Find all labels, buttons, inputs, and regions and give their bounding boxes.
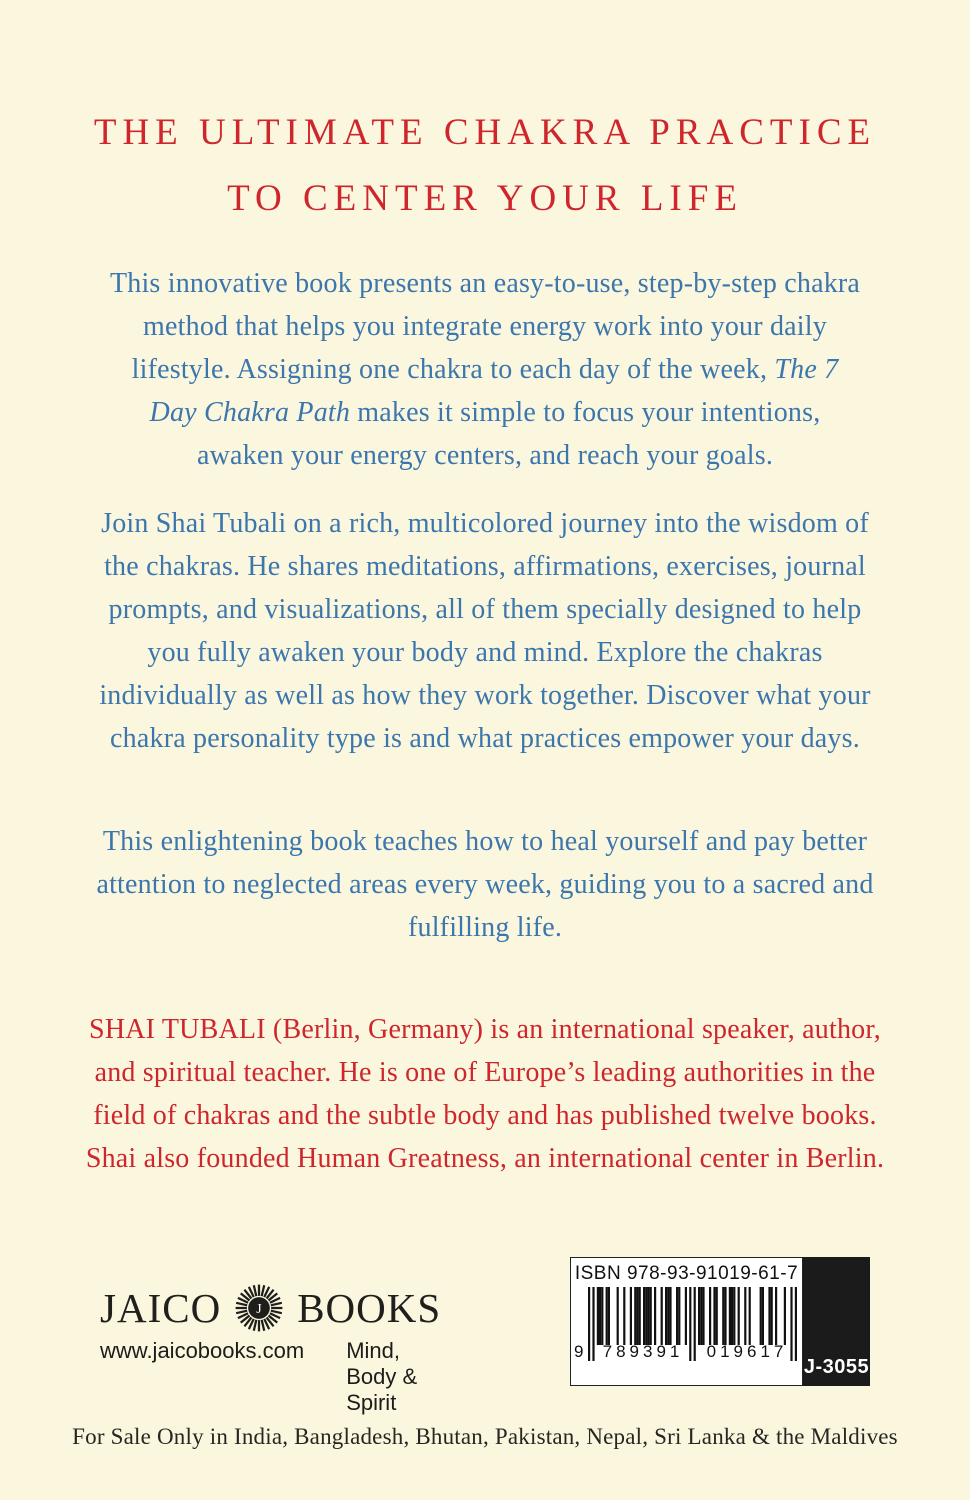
publisher-name-jaico: JAICO xyxy=(100,1285,222,1331)
synopsis-paragraph-1-lead: This innovative book presents an easy-to-use, step-by-step chakra method that helps you integrate energy work into your daily lifestyle. Assigning one chakra to each day of the week, xyxy=(109,268,861,385)
book-title: The 7 Day Chakra Path xyxy=(149,354,839,428)
catalog-code-box xyxy=(803,1257,870,1386)
sale-territory-note: For Sale Only in India, Bangladesh, Bhutan, Pakistan, Nepal, Sri Lanka & the Maldives xyxy=(72,1424,898,1449)
jaico-logo-letter: J xyxy=(256,1300,262,1316)
publisher-info xyxy=(100,1338,440,1416)
barcode-block xyxy=(570,1257,870,1386)
tagline-line-1: THE ULTIMATE CHAKRA PRACTICE xyxy=(93,112,877,153)
barcode-digits-right: 019617 xyxy=(706,1342,788,1361)
isbn-label: ISBN 978-93-91019-61-7 xyxy=(574,1263,799,1284)
synopsis-paragraph-1 xyxy=(105,262,865,477)
synopsis-paragraph-2: Join Shai Tubali on a rich, multicolored journey into the wisdom of the chakras. He shares meditations, affirmations, exercises, journal prompts, and visualizations, all of them specially designed to help you fully awaken your body and mind. Explore the chakras individually as well as how they work together. Discover what your chakra personality type is and what practices empower your days. xyxy=(99,508,871,754)
publisher-website: www.jaicobooks.com xyxy=(100,1338,305,1363)
tagline-line-2: TO CENTER YOUR LIFE xyxy=(227,178,743,219)
publisher-logo xyxy=(100,1282,440,1334)
publisher-name-books: BOOKS xyxy=(297,1285,442,1331)
imprint-category: Mind, Body & Spirit xyxy=(346,1338,418,1415)
catalog-code: J-3055 xyxy=(803,1356,870,1378)
author-bio: SHAI TUBALI (Berlin, Germany) is an international speaker, author, and spiritual teacher. He is one of Europe’s leading authorities in the field of chakras and the subtle body and has published twelve books. Shai also founded Human Greatness, an international center in Berlin. xyxy=(85,1014,885,1174)
barcode-digit-first: 9 xyxy=(574,1342,584,1361)
publisher-block xyxy=(100,1282,440,1416)
tagline xyxy=(0,100,970,232)
isbn-barcode xyxy=(570,1257,803,1386)
barcode-digits xyxy=(571,1342,802,1364)
jaico-sunburst-icon xyxy=(233,1282,285,1334)
barcode-digits-left: 789391 xyxy=(602,1342,684,1361)
synopsis-paragraph-3: This enlightening book teaches how to heal yourself and pay better attention to neglected areas every week, guiding you to a sacred and fulfilling life. xyxy=(96,826,874,943)
synopsis-paragraph-1-tail: makes it simple to focus your intentions, awaken your energy centers, and reach your goals. xyxy=(196,397,821,471)
